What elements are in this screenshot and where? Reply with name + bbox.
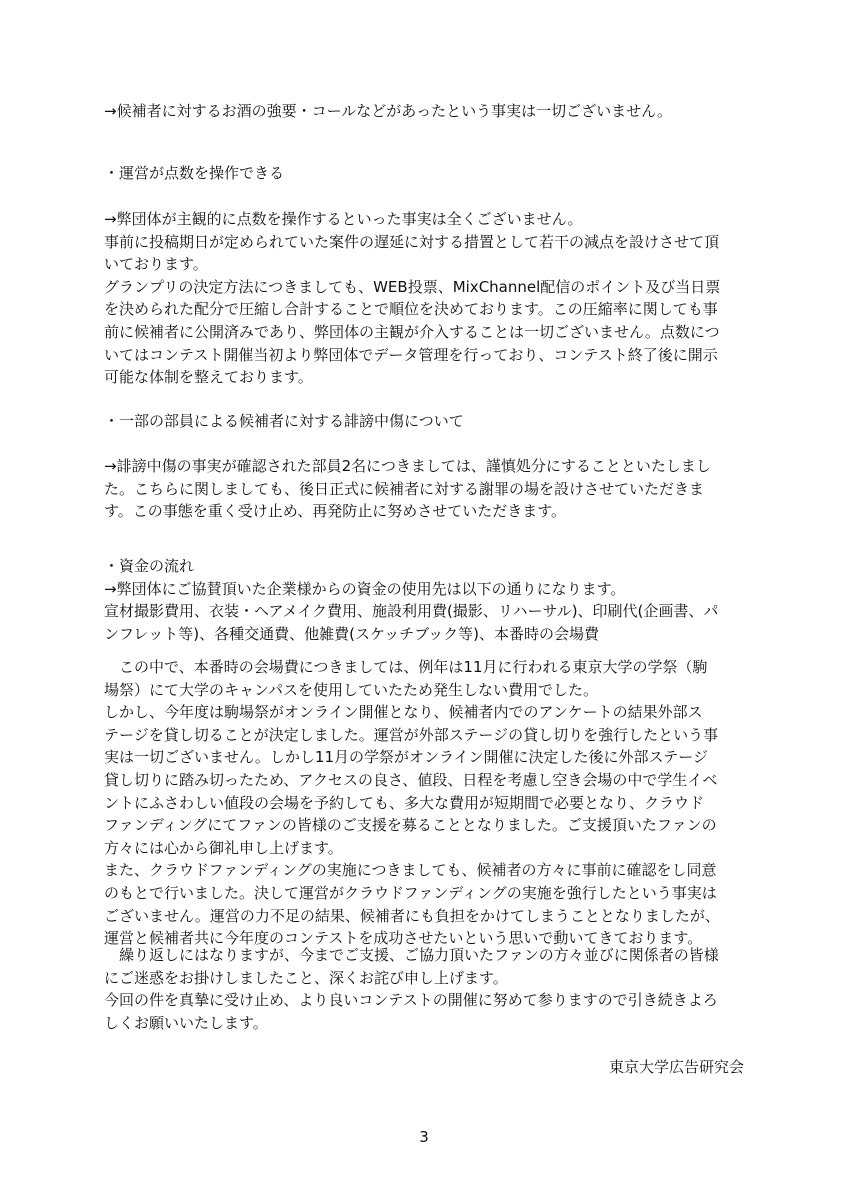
text-line: 運営と候補者共に今年度のコンテストを成功させたいという思いで動いてきております。 <box>104 929 703 948</box>
text-line: す。この事態を重く受け止め、再発防止に努めさせていただきます。 <box>104 502 567 521</box>
text-line: のもとで行いました。決して運営がクラウドファンディングの実施を強行したという事実は <box>104 883 717 902</box>
page-number: 3 <box>419 1128 429 1146</box>
text-line: テージを貸し切ることが決定しました。運営が外部ステージの貸し切りを強行したという事 <box>104 725 719 744</box>
intro-paragraph <box>104 100 744 123</box>
text-line: 事前に投稿期日が定められていた案件の遅延に対する措置として若干の減点を設けさせて頂 <box>104 232 720 251</box>
venue-cost-paragraph <box>104 656 744 950</box>
text-line: →弊団体にご協賛頂いた企業様からの資金の使用先は以下の通りになります。 <box>104 579 626 598</box>
section-operation-scores <box>104 162 744 185</box>
text-line: 今回の件を真摯に受け止め、より良いコンテストの開催に努めて参りますので引き続きよろ <box>104 991 718 1010</box>
text-line: た。こちらに関しましても、後日正式に候補者に対する謝罪の場を設けさせていただきま <box>104 479 705 498</box>
text-line: →弊団体が主観的に点数を操作するといった事実は全くございません。 <box>104 210 583 228</box>
text-line: 繰り返しにはなりますが、今までご支援、ご協力頂いたファンの方々並びに関係者の皆様 <box>104 946 719 964</box>
section-funds <box>104 555 744 645</box>
text-line: グランプリの決定方法につきましても、WEB投票、MixChannel配信のポイント及び当日票 <box>104 277 721 296</box>
text-line: いております。 <box>104 255 208 274</box>
text-line: 実は一切ございません。しかし11月の学祭がオンライン開催に決定した後に外部ステージ <box>104 748 708 767</box>
text-line: 場祭）にて大学のキャンパスを使用していたため発生しない費用でした。 <box>104 680 598 699</box>
apology-paragraph <box>104 944 744 1034</box>
text-line: いてはコンテスト開催当初より弊団体でデータ管理を行っており、コンテスト終了後に開示 <box>104 345 718 364</box>
text-line: しくお願いいたします。 <box>104 1013 268 1032</box>
text-line: この中で、本番時の会場費につきましては、例年は11月に行われる東京大学の学祭（駒 <box>104 658 708 676</box>
text-line: ントにふさわしい値段の会場を予約しても、多大な費用が短期間で必要となり、クラウド <box>104 793 705 812</box>
text-line: 方々には心から御礼申し上げます。 <box>104 838 343 857</box>
text-line: ございません。運営の力不足の結果、候補者にも負担をかけてしまうこととなりましたが、 <box>104 906 720 925</box>
section-operation-scores-body <box>104 208 744 389</box>
signature: 東京大学広告研究会 <box>608 1058 744 1076</box>
text-line: にご迷惑をお掛けしましたこと、深くお詫び申し上げます。 <box>104 968 508 987</box>
text-line: ンフレット等)、各種交通費、他雑費(スケッチブック等)、本番時の会場費 <box>104 624 600 643</box>
text-line: しかし、今年度は駒場祭がオンライン開催となり、候補者内でのアンケートの結果外部ス <box>104 703 703 722</box>
text-line: 貸し切りに踏み切ったため、アクセスの良さ、値段、日程を考慮し空き会場の中で学生イベ <box>104 770 718 789</box>
text-line: 前に候補者に公開済みであり、弊団体の主観が介入することは一切ございません。点数につ <box>104 322 720 341</box>
section-defamation-body <box>104 455 744 523</box>
text-line: また、クラウドファンディングの実施につきましても、候補者の方々に事前に確認をし同意 <box>104 861 717 880</box>
section-defamation <box>104 410 744 433</box>
section-heading: ・一部の部員による候補者に対する誹謗中傷について <box>104 412 464 430</box>
text-line: 可能な体制を整えております。 <box>104 368 313 387</box>
text-line: ファンディングにてファンの皆様のご支援を募ることとなりました。ご支援頂いたファンの <box>104 816 717 835</box>
section-heading: ・資金の流れ <box>104 557 195 575</box>
text-line: →候補者に対するお酒の強要・コールなどがあったという事実は一切ございません。 <box>104 102 673 120</box>
text-line: →誹謗中傷の事実が確認された部員2名につきましては、謹慎処分にすることといたしまし <box>104 457 711 475</box>
section-heading: ・運営が点数を操作できる <box>104 164 285 182</box>
text-line: 宣材撮影費用、衣装・ヘアメイク費用、施設利用費(撮影、リハーサル)、印刷代(企画書、パ <box>104 602 719 621</box>
text-line: を決められた配分で圧縮し合計することで順位を決めております。この圧縮率に関しても事 <box>104 300 718 319</box>
